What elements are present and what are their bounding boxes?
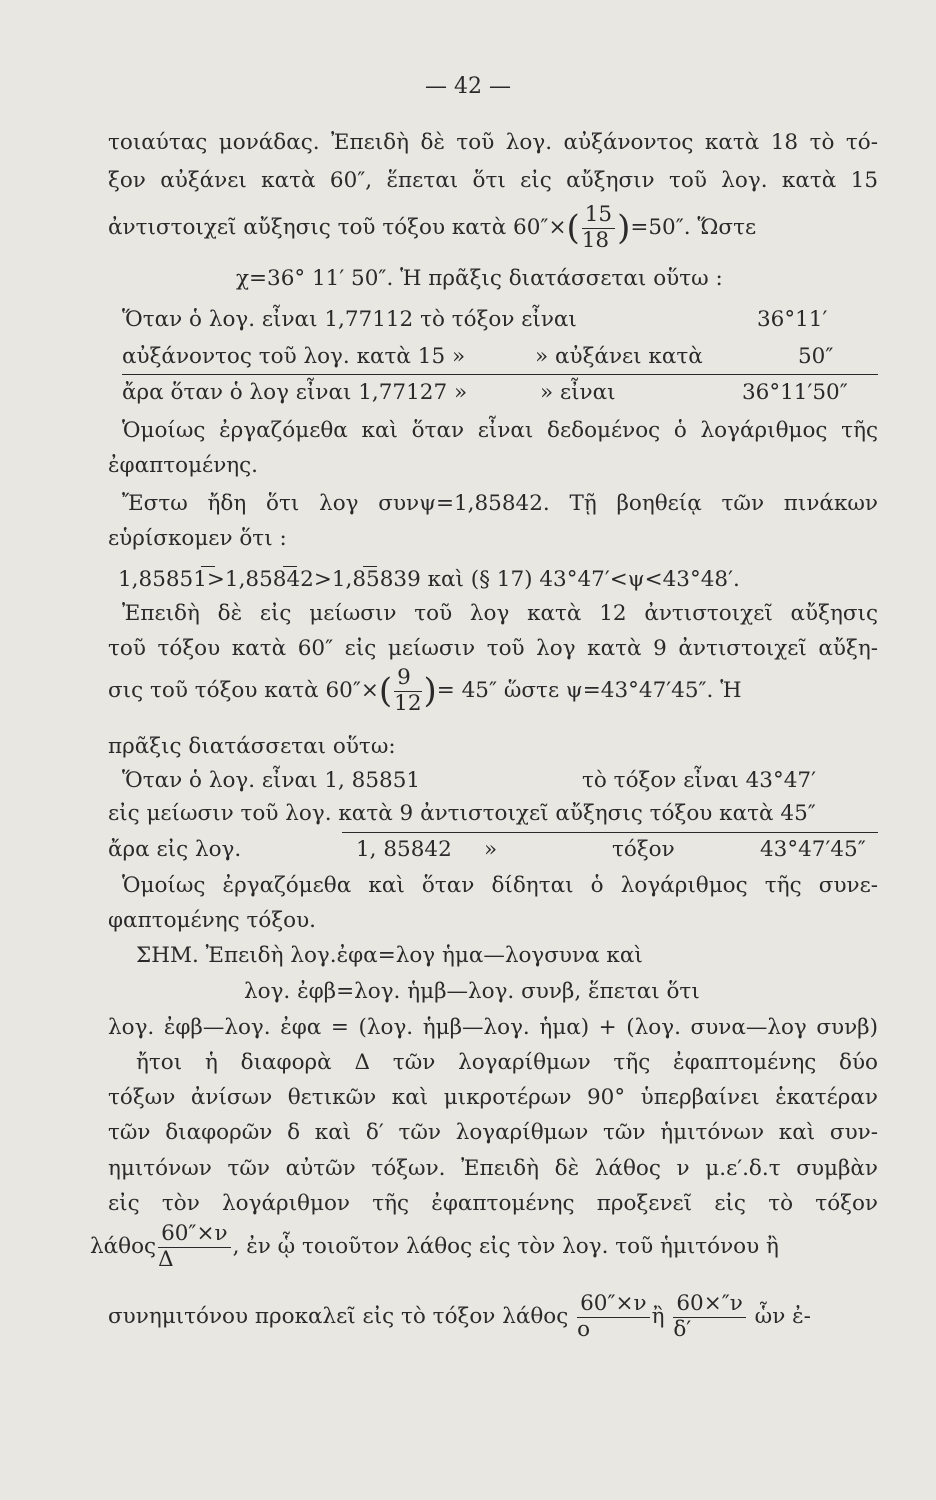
table-rule (122, 374, 878, 375)
text-run: , ἐν ᾧ τοιοῦτον λάθος εἰς τὸν λογ. τοῦ ἡμιτόνου ἢ (232, 1234, 779, 1260)
text-run: =50″. Ὥστε (630, 215, 757, 241)
fraction (577, 1292, 649, 1342)
table-cell: 50″ (798, 344, 834, 369)
table-rule (342, 832, 878, 833)
paren-close: ) (423, 671, 437, 712)
text-line: ἐφαπτομένης. (108, 453, 259, 478)
paren-open: ( (566, 208, 580, 249)
text-run: = 45″ ὥστε ψ=43°47′45″. Ἡ (436, 678, 742, 704)
table-cell: 36°11′ (757, 307, 828, 332)
text-line: Ἔστω ἤδη ὅτι λογ συνψ=1,85842. Τῇ βοηθείᾳ τῶν πινάκων (122, 491, 878, 516)
formula-line (108, 1292, 878, 1342)
text-line: ημιτόνων τῶν αὐτῶν τόξων. Ἐπειδὴ δὲ λάθος ν μ.ε′.δ.τ συμβὰν (108, 1156, 878, 1181)
text-line: Ἐπειδὴ δὲ εἰς μείωσιν τοῦ λογ κατὰ 12 ἀντιστοιχεῖ αὔξησις (122, 601, 878, 626)
table-cell: 1, 85842 (356, 837, 452, 862)
formula-line (90, 1222, 860, 1272)
text-line: ξον αὐξάνει κατὰ 60″, ἕπεται ὅτι εἰς αὔξησιν τοῦ λογ. κατὰ 15 (108, 168, 878, 193)
text-run: ἀντιστοιχεῖ αὔξησις τοῦ τόξου κατὰ 60″× (108, 215, 567, 241)
fraction-denominator: δ′ (673, 1316, 692, 1342)
text-line: τῶν διαφορῶν δ καὶ δ′ τῶν λογαρίθμων τῶν ἡμιτόνων καὶ συν- (108, 1120, 878, 1145)
text-line: φαπτομένης τόξου. (108, 908, 317, 933)
table-cell: τὸ τόξον εἶναι 43°47′ (582, 768, 816, 793)
text-line: λογ. ἐφβ=λογ. ἡμβ—λογ. συνβ, ἕπεται ὅτι (244, 979, 700, 1004)
text-line: τοιαύτας μονάδας. Ἐπειδὴ δὲ τοῦ λογ. αὐξάνοντος κατὰ 18 τὸ τό- (108, 130, 878, 155)
fraction-numerator: 60×″ν (673, 1292, 745, 1318)
fraction-numerator: 9 (394, 666, 421, 692)
fraction-numerator: 60″×ν (158, 1222, 230, 1248)
bar-mark (201, 566, 215, 567)
text-line: ἤτοι ἡ διαφορὰ Δ τῶν λογαρίθμων τῆς ἐφαπτομένης δύο (136, 1050, 878, 1075)
bar-mark (283, 566, 297, 567)
text-line: τόξων ἀνίσων θετικῶν καὶ μικροτέρων 90° ὑπερβαίνει ἑκατέραν (108, 1085, 878, 1110)
table-cell: Ὅταν ὁ λογ. εἶναι 1,77112 τὸ τόξον εἶναι (122, 307, 577, 332)
text-line: εὑρίσκομεν ὅτι : (108, 526, 287, 551)
text-line: χ=36° 11′ 50″. Ἡ πρᾶξις διατάσσεται οὕτω : (236, 266, 723, 291)
text-line: λογ. ἐφβ—λογ. ἐφα = (λογ. ἡμβ—λογ. ἡμα) + (λογ. συνα—λογ συνβ) (108, 1015, 878, 1040)
fraction (158, 1222, 230, 1272)
text-line: τοῦ τόξου κατὰ 60″ εἰς μείωσιν τοῦ λογ κατὰ 9 ἀντιστοιχεῖ αὔξη- (108, 636, 878, 661)
table-cell: ἄρα ὅταν ὁ λογ εἶναι 1,77127 » (122, 380, 468, 405)
paren-open: ( (378, 671, 393, 712)
formula-line (108, 666, 878, 716)
formula-line (108, 203, 878, 253)
fraction-numerator: 60″×ν (577, 1292, 649, 1318)
text-line: ΣΗΜ. Ἐπειδὴ λογ.ἐφα=λογ ἡμα—λογσυνα καὶ (136, 943, 643, 968)
table-cell: » αὐξάνει κατὰ (535, 344, 703, 369)
text-line: εἰς τὸν λογάριθμον τῆς ἐφαπτομένης προξενεῖ εἰς τὸ τόξον (108, 1191, 878, 1216)
table-cell: τόξον (612, 837, 675, 862)
fraction-numerator: 15 (582, 203, 615, 229)
text-line: Ὁμοίως ἐργαζόμεθα καὶ ὅταν εἶναι δεδομένος ὁ λογάριθμος τῆς (122, 418, 878, 443)
fraction (582, 203, 615, 253)
table-cell: » (484, 837, 498, 862)
table-cell: 43°47′45″ (760, 837, 866, 862)
table-cell: αὐξάνοντος τοῦ λογ. κατὰ 15 » (122, 344, 466, 369)
text-run: λάθος (90, 1234, 157, 1260)
text-line: πρᾶξις διατάσσεται οὕτω: (108, 734, 396, 759)
fraction (673, 1292, 745, 1342)
text-run: ἢ (651, 1304, 665, 1330)
paren-close: ) (617, 208, 631, 249)
text-run: σις τοῦ τόξου κατὰ 60″× (108, 678, 379, 704)
table-cell: εἰς μείωσιν τοῦ λογ. κατὰ 9 ἀντιστοιχεῖ αὔξησις τόξου κατὰ 45″ (108, 801, 816, 826)
page-number: — 42 — (425, 74, 511, 99)
text-run: ὧν ἐ- (754, 1304, 811, 1330)
fraction-denominator: 18 (581, 227, 610, 253)
text-line: Ὁμοίως ἐργαζόμεθα καὶ ὅταν δίδηται ὁ λογάριθμος τῆς συνε- (122, 873, 878, 898)
table-cell: 36°11′50″ (742, 380, 848, 405)
fraction-denominator: ο (577, 1316, 591, 1342)
fraction-denominator: Δ (158, 1246, 174, 1272)
table-cell: ἄρα εἰς λογ. (108, 837, 242, 862)
fraction (394, 666, 421, 716)
table-cell: Ὅταν ὁ λογ. εἶναι 1, 85851 (122, 768, 421, 793)
text-line: 1,85851>1,85842>1,85839 καὶ (§ 17) 43°47′<ψ<43°48′. (118, 567, 740, 592)
bar-mark (363, 566, 377, 567)
fraction-denominator: 12 (394, 690, 422, 716)
text-run: συνημιτόνου προκαλεῖ εἰς τὸ τόξον λάθος (108, 1304, 569, 1330)
table-cell: » εἶναι (540, 380, 616, 405)
